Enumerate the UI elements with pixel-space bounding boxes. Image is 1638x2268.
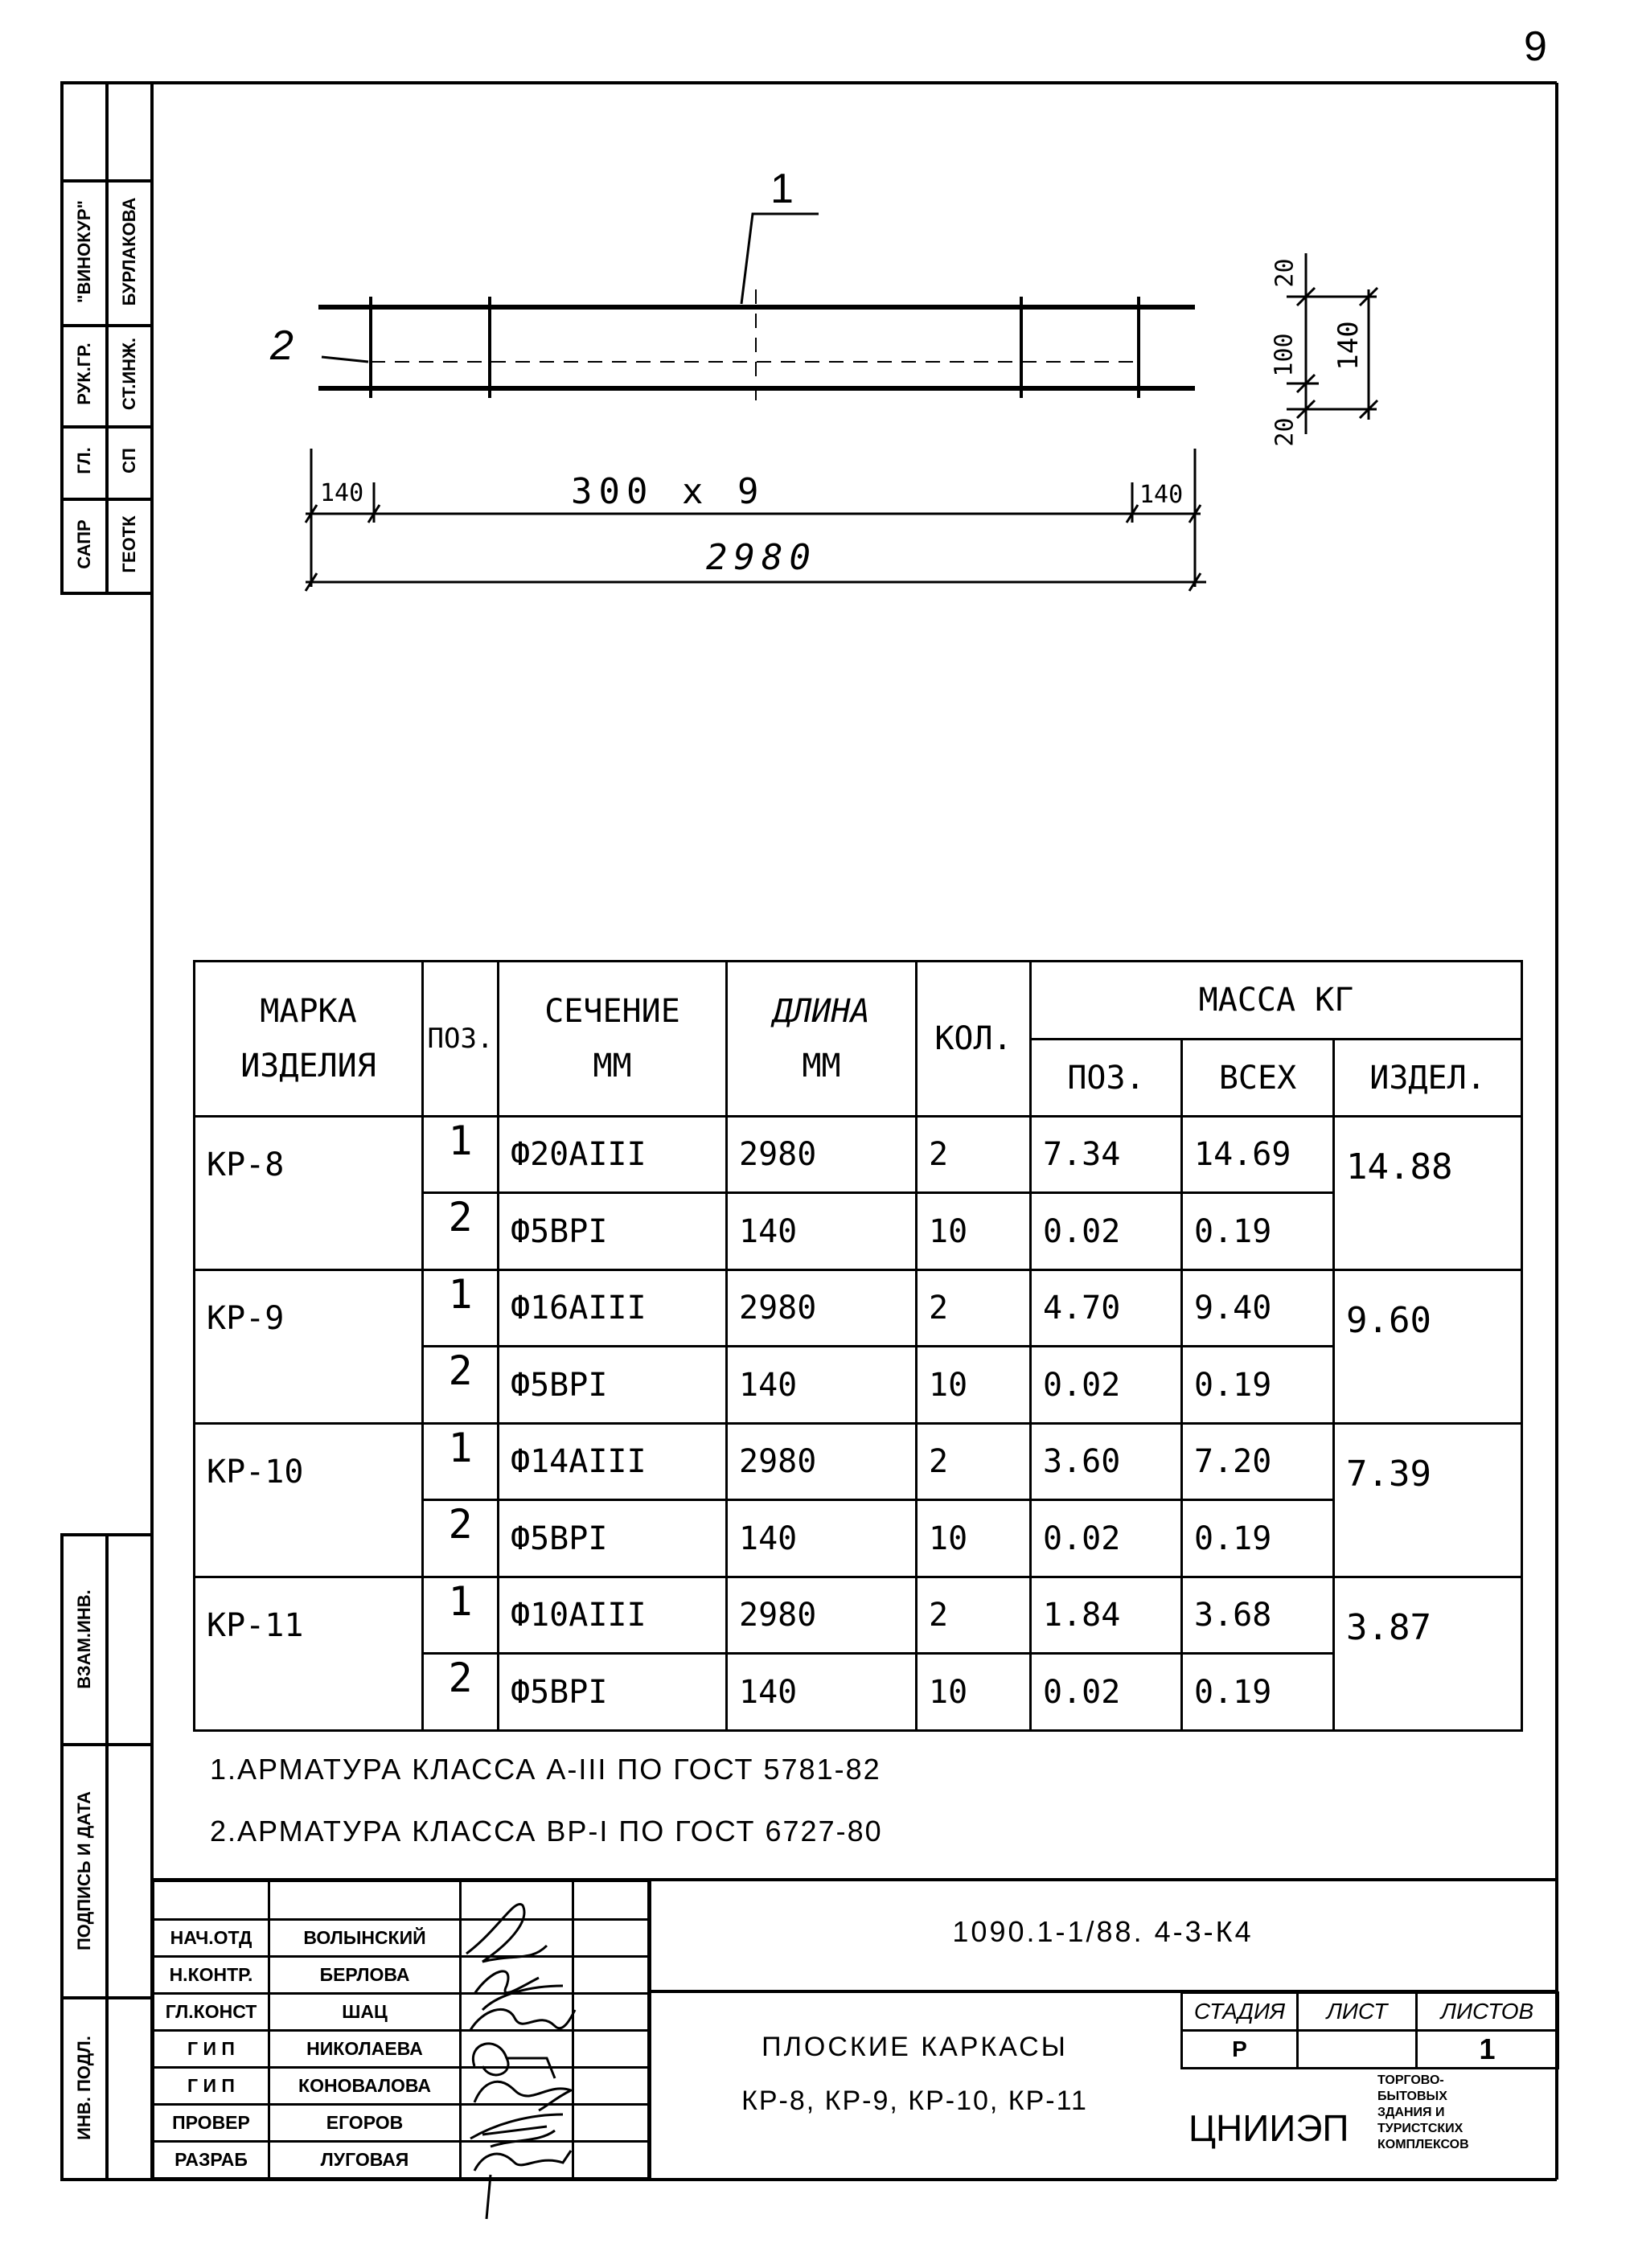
header-mass-all: ВСЕХ [1182, 1040, 1334, 1117]
dim-total: 2980 [706, 537, 817, 578]
callout-2: 2 [270, 322, 294, 369]
signature-row [154, 2105, 651, 2142]
length: 140 [727, 1654, 917, 1731]
signature-name: ШАЦ [269, 1994, 461, 2031]
header-mark: МАРКА ИЗДЕЛИЯ [195, 962, 423, 1117]
table-row [195, 1270, 1522, 1347]
stage-table [1180, 1991, 1559, 2069]
quantity: 10 [917, 1347, 1031, 1424]
position-number: 2 [423, 1500, 499, 1577]
signature-row [154, 1957, 651, 1994]
note-2: 2.АРМАТУРА КЛАССА ВР-I ПО ГОСТ 6727-80 [210, 1815, 883, 1848]
sheets-value: 1 [1417, 2031, 1558, 2069]
table-row [195, 1117, 1522, 1193]
signature-field [461, 1957, 573, 1994]
position-number: 2 [423, 1193, 499, 1270]
mass-total: 0.19 [1182, 1347, 1334, 1424]
signature-name: ЕГОРОВ [269, 2105, 461, 2142]
mass-per-position: 7.34 [1031, 1117, 1182, 1193]
signature-role: ПРОВЕР [154, 2105, 269, 2142]
position-number: 1 [423, 1270, 499, 1347]
header-length: ДЛИНА ММ [727, 962, 917, 1117]
organization-description: ТОРГОВО- БЫТОВЫХ ЗДАНИЯ И ТУРИСТСКИХ КОМПЛЕКСОВ [1377, 2073, 1469, 2151]
position-number: 2 [423, 1347, 499, 1424]
section: Ф14АIII [499, 1424, 727, 1500]
dim-right: 140 [1139, 481, 1184, 509]
table-row [195, 1577, 1522, 1654]
position-number: 1 [423, 1424, 499, 1500]
dim-left: 140 [320, 479, 364, 507]
section: Ф5ВРI [499, 1193, 727, 1270]
side-stamp-label: ПОДПИСЬ И ДАТА [74, 1790, 94, 1951]
mass-per-position: 0.02 [1031, 1193, 1182, 1270]
quantity: 2 [917, 1577, 1031, 1654]
section: Ф20АIII [499, 1117, 727, 1193]
signature-field [461, 1994, 573, 2031]
position-number: 1 [423, 1577, 499, 1654]
mass-per-position: 0.02 [1031, 1347, 1182, 1424]
signature-name: ЛУГОВАЯ [269, 2142, 461, 2179]
drawing-title-line1: ПЛОСКИЕ КАРКАСЫ [762, 2032, 1068, 2062]
mass-total: 9.40 [1182, 1270, 1334, 1347]
signature-field [461, 2068, 573, 2105]
section: Ф16АIII [499, 1270, 727, 1347]
sheets-label: ЛИСТОВ [1417, 1993, 1558, 2031]
signature-name: КОНОВАЛОВА [269, 2068, 461, 2105]
header-pos: ПОЗ. [423, 962, 499, 1117]
side-stamp-label: СП [119, 448, 139, 474]
item-mass: 3.87 [1334, 1577, 1522, 1731]
item-mark: КР-10 [195, 1424, 423, 1577]
signature-row [154, 2068, 651, 2105]
document-code: 1090.1-1/88. 4-3-К4 [952, 1915, 1254, 1948]
sheet-label: ЛИСТ [1298, 1993, 1417, 2031]
side-stamp-label: БУРЛАКОВА [119, 197, 139, 306]
item-mass: 9.60 [1334, 1270, 1522, 1424]
organization-name: ЦНИИЭП [1188, 2107, 1349, 2149]
item-mark: КР-11 [195, 1577, 423, 1731]
item-mass: 7.39 [1334, 1424, 1522, 1577]
side-stamp-label: ИНВ. ПОДЛ. [74, 2036, 94, 2140]
signature-name: ВОЛЫНСКИЙ [269, 1920, 461, 1957]
section: Ф5ВРI [499, 1500, 727, 1577]
length: 2980 [727, 1424, 917, 1500]
signature-role: РАЗРАБ [154, 2142, 269, 2179]
note-1: 1.АРМАТУРА КЛАССА А-III ПО ГОСТ 5781-82 [210, 1753, 881, 1786]
header-mass: МАССА КГ [1031, 962, 1522, 1040]
signature-role: Н.КОНТР. [154, 1957, 269, 1994]
quantity: 10 [917, 1654, 1031, 1731]
mass-per-position: 1.84 [1031, 1577, 1182, 1654]
dim-middle: 300 x 9 [571, 471, 766, 512]
length: 2980 [727, 1577, 917, 1654]
date-field [573, 2105, 651, 2142]
header-section: СЕЧЕНИЕ ММ [499, 962, 727, 1117]
page-number: 9 [1524, 23, 1547, 70]
date-field [573, 1920, 651, 1957]
signature-field [461, 2142, 573, 2179]
signature-role: НАЧ.ОТД [154, 1920, 269, 1957]
section: Ф10АIII [499, 1577, 727, 1654]
mass-total: 0.19 [1182, 1193, 1334, 1270]
quantity: 2 [917, 1424, 1031, 1500]
side-stamp-label: РУК.ГР. [74, 342, 94, 405]
signature-row [154, 1920, 651, 1957]
signature-role: ГЛ.КОНСТ [154, 1994, 269, 2031]
mass-per-position: 0.02 [1031, 1654, 1182, 1731]
stage-value: Р [1182, 2031, 1298, 2069]
mass-total: 14.69 [1182, 1117, 1334, 1193]
side-stamp-label: ВЗАМ.ИНВ. [74, 1589, 94, 1689]
signature-field [461, 2031, 573, 2068]
signature-field [461, 2105, 573, 2142]
dim-v-total: 140 [1332, 321, 1365, 371]
section: Ф5ВРI [499, 1347, 727, 1424]
signature-field [461, 1920, 573, 1957]
signature-role: Г И П [154, 2031, 269, 2068]
mass-total: 0.19 [1182, 1500, 1334, 1577]
quantity: 2 [917, 1270, 1031, 1347]
length: 2980 [727, 1270, 917, 1347]
signature-row [154, 1994, 651, 2031]
item-mass: 14.88 [1334, 1117, 1522, 1270]
signature-role: Г И П [154, 2068, 269, 2105]
date-field [573, 1994, 651, 2031]
date-field [573, 1957, 651, 1994]
side-stamp-label: ГЛ. [74, 447, 94, 474]
dim-v-mid: 100 [1270, 333, 1299, 377]
sheet-value [1298, 2031, 1417, 2069]
mass-per-position: 3.60 [1031, 1424, 1182, 1500]
section: Ф5ВРI [499, 1654, 727, 1731]
dim-v-top: 20 [1271, 258, 1299, 288]
side-stamp-label: ГЕОТК [119, 515, 139, 573]
side-stamp-label: СТ.ИНЖ. [119, 337, 139, 411]
date-field [573, 2142, 651, 2179]
signature-name: НИКОЛАЕВА [269, 2031, 461, 2068]
header-mass-pos: ПОЗ. [1031, 1040, 1182, 1117]
mass-total: 3.68 [1182, 1577, 1334, 1654]
quantity: 10 [917, 1193, 1031, 1270]
stage-label: СТАДИЯ [1182, 1993, 1298, 2031]
date-field [573, 2068, 651, 2105]
side-stamp-label: "ВИНОКУР" [74, 200, 94, 303]
side-stamp-label: САПР [74, 519, 94, 569]
dim-v-bottom: 20 [1271, 417, 1299, 447]
signature-row [154, 2031, 651, 2068]
header-mass-item: ИЗДЕЛ. [1334, 1040, 1522, 1117]
length: 140 [727, 1347, 917, 1424]
table-row [195, 1424, 1522, 1500]
signature-name: БЕРЛОВА [269, 1957, 461, 1994]
date-field [573, 2031, 651, 2068]
item-mark: КР-8 [195, 1117, 423, 1270]
length: 2980 [727, 1117, 917, 1193]
mass-total: 7.20 [1182, 1424, 1334, 1500]
drawing-title-line2: КР-8, КР-9, КР-10, КР-11 [741, 2085, 1088, 2116]
signature-row [154, 2142, 651, 2179]
position-number: 1 [423, 1117, 499, 1193]
mass-per-position: 4.70 [1031, 1270, 1182, 1347]
length: 140 [727, 1193, 917, 1270]
mass-per-position: 0.02 [1031, 1500, 1182, 1577]
specification-table [193, 960, 1523, 1732]
mass-total: 0.19 [1182, 1654, 1334, 1731]
quantity: 10 [917, 1500, 1031, 1577]
quantity: 2 [917, 1117, 1031, 1193]
signature-table [152, 1880, 651, 2180]
item-mark: КР-9 [195, 1270, 423, 1424]
position-number: 2 [423, 1654, 499, 1731]
length: 140 [727, 1500, 917, 1577]
callout-1: 1 [770, 166, 794, 212]
header-qty: КОЛ. [917, 962, 1031, 1117]
